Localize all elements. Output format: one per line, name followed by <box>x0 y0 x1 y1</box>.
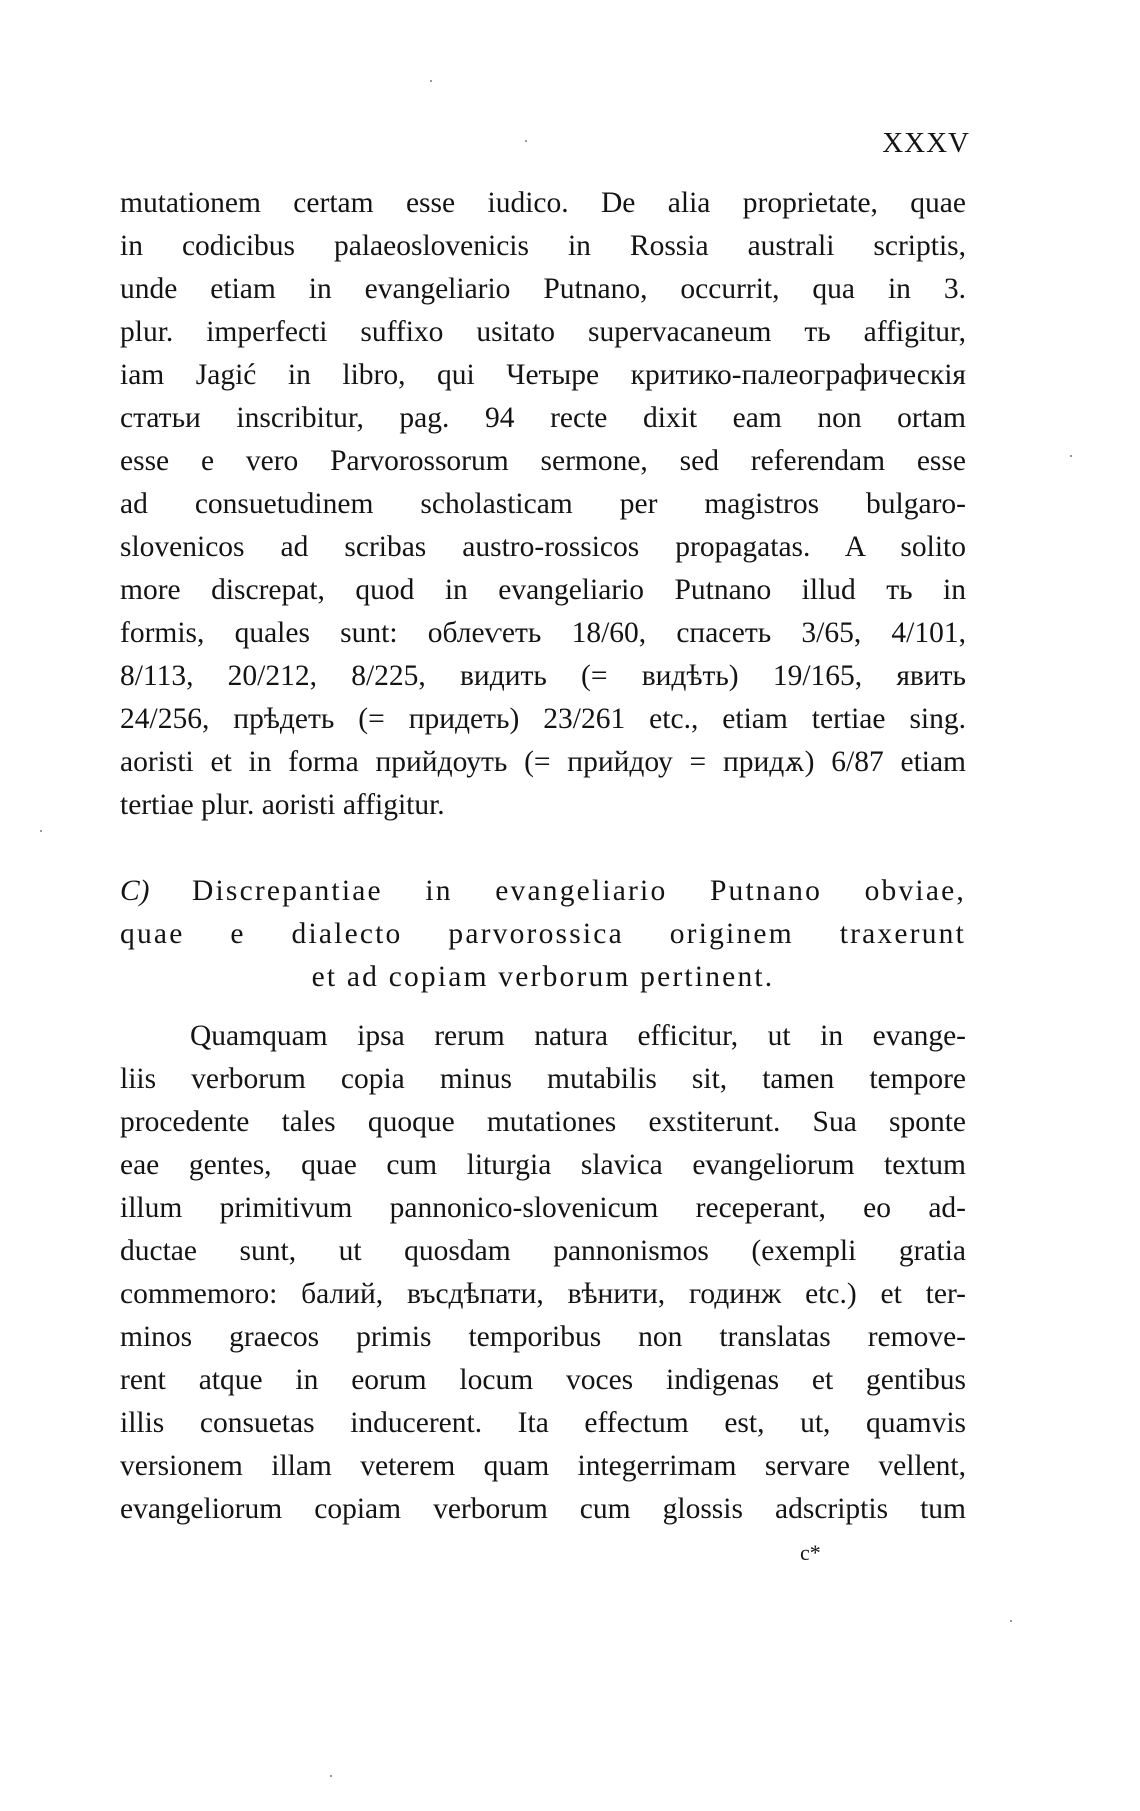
text-line: eae gentes, quae cum liturgia slavica evangeliorum textum <box>120 1149 966 1181</box>
section-heading <box>120 870 966 999</box>
text-line: illis consuetas inducerent. Ita effectum est, ut, quamvis <box>120 1407 966 1439</box>
paper-speck <box>525 140 527 142</box>
paper-speck <box>1070 455 1072 457</box>
text-line: aoristi et in forma прийдоуть (= прийдоу = придѫ) 6/87 etiam <box>120 746 966 778</box>
text-line: 24/256, прѣдеть (= придеть) 23/261 etc., etiam tertiae sing. <box>120 703 966 735</box>
text-line: liis verborum copia minus mutabilis sit, tamen tempore <box>120 1063 966 1095</box>
heading-line <box>120 870 966 913</box>
text-line: tertiae plur. aoristi affigitur. <box>120 789 445 821</box>
heading-line: quae e dialecto parvorossica originem traxerunt <box>120 918 966 950</box>
text-line: in codicibus palaeoslovenicis in Rossia australi scriptis, <box>120 230 966 262</box>
heading-text: Discrepantiae in evangeliario Putnano obviae, <box>149 875 966 907</box>
section-letter: C) <box>120 875 150 907</box>
paper-speck <box>1010 1620 1012 1622</box>
text-line: rent atque in eorum locum voces indigenas et gentibus <box>120 1364 966 1396</box>
paragraph-2 <box>120 1015 966 1531</box>
text-line: esse e vero Parvorossorum sermone, sed referendam esse <box>120 445 966 477</box>
text-line: 8/113, 20/212, 8/225, видить (= видѣть) 19/165, явить <box>120 660 966 692</box>
text-line: Quamquam ipsa rerum natura efficitur, ut in evange- <box>190 1020 966 1052</box>
paper-speck <box>40 830 42 832</box>
text-line: commemoro: балий, въсдѣпати, вѣнити, годинж etc.) et ter- <box>120 1278 966 1310</box>
text-line: procedente tales quoque mutationes exstiterunt. Sua sponte <box>120 1106 966 1138</box>
page-number: XXXV <box>882 127 970 159</box>
text-line: plur. imperfecti suffixo usitato supervacaneum ть affigitur, <box>120 316 966 348</box>
paper-speck <box>330 1775 332 1777</box>
signature-mark: c* <box>800 1540 821 1565</box>
paragraph-1 <box>120 182 966 827</box>
text-line: unde etiam in evangeliario Putnano, occurrit, qua in 3. <box>120 273 966 305</box>
text-line: minos graecos primis temporibus non translatas remove- <box>120 1321 966 1353</box>
text-line: mutationem certam esse iudico. De alia proprietate, quae <box>120 187 966 219</box>
text-line: evangeliorum copiam verborum cum glossis adscriptis tum <box>120 1493 966 1525</box>
text-line: iam Jagić in libro, qui Четыре критико-палеографическія <box>120 359 966 391</box>
text-line: статьи inscribitur, pag. 94 recte dixit eam non ortam <box>120 402 966 434</box>
heading-line: et ad copiam verborum pertinent. <box>311 961 775 993</box>
text-line: formis, quales sunt: облеѵеть 18/60, спасеть 3/65, 4/101, <box>120 617 966 649</box>
text-line: more discrepat, quod in evangeliario Putnano illud ть in <box>120 574 966 606</box>
text-line: ductae sunt, ut quosdam pannonismos (exempli gratia <box>120 1235 966 1267</box>
text-line: slovenicos ad scribas austro-rossicos propagatas. A solito <box>120 531 966 563</box>
text-line: versionem illam veterem quam integerrimam servare vellent, <box>120 1450 966 1482</box>
text-line: ad consuetudinem scholasticam per magistros bulgaro- <box>120 488 966 520</box>
paper-speck <box>430 80 432 82</box>
text-line: illum primitivum pannonico-slovenicum receperant, eo ad- <box>120 1192 966 1224</box>
